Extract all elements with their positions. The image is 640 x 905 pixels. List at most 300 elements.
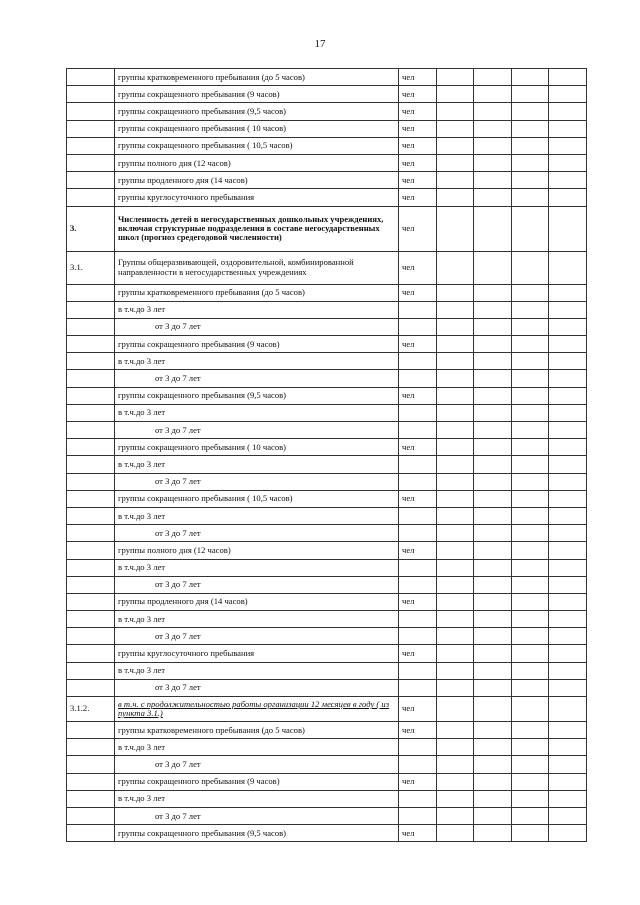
value-cell [512, 807, 549, 824]
table-row [67, 301, 587, 318]
row-unit [399, 404, 437, 421]
value-cell [474, 353, 512, 370]
value-cell [437, 387, 474, 404]
value-cell [549, 318, 587, 335]
row-number [67, 559, 115, 576]
table-row [67, 206, 587, 251]
row-unit: чел [399, 120, 437, 137]
value-cell [512, 86, 549, 103]
row-unit: чел [399, 206, 437, 251]
value-cell [512, 353, 549, 370]
row-label: от 3 до 7 лет [115, 370, 399, 387]
row-number [67, 645, 115, 662]
row-unit [399, 507, 437, 524]
value-cell [549, 422, 587, 439]
value-cell [474, 336, 512, 353]
value-cell [549, 353, 587, 370]
row-number [67, 301, 115, 318]
row-label: группы сокращенного пребывания (9 часов) [115, 336, 399, 353]
row-label: от 3 до 7 лет [115, 679, 399, 696]
value-cell [549, 825, 587, 842]
value-cell [437, 404, 474, 421]
row-number [67, 662, 115, 679]
row-number [67, 507, 115, 524]
value-cell [474, 439, 512, 456]
row-label: Численность детей в негосударственных дошкольных учреждениях, включая структурные подразделения в составе негосударственных школ (прогноз средегодовой численности) [115, 206, 399, 251]
value-cell [549, 336, 587, 353]
value-cell [437, 439, 474, 456]
value-cell [437, 679, 474, 696]
row-label [115, 611, 399, 628]
value-cell [512, 473, 549, 490]
value-cell [474, 773, 512, 790]
value-cell [512, 593, 549, 610]
row-number [67, 576, 115, 593]
value-cell [437, 507, 474, 524]
value-cell [474, 611, 512, 628]
row-label [115, 353, 399, 370]
value-cell [437, 336, 474, 353]
value-cell [549, 722, 587, 739]
row-unit [399, 756, 437, 773]
row-unit [399, 611, 437, 628]
row-sublabel: до 3 лет [135, 458, 166, 469]
value-cell [512, 722, 549, 739]
row-unit [399, 739, 437, 756]
value-cell [512, 697, 549, 722]
table-row [67, 807, 587, 824]
value-cell [437, 301, 474, 318]
value-cell [549, 154, 587, 171]
row-unit: чел [399, 490, 437, 507]
value-cell [437, 172, 474, 189]
row-number [67, 387, 115, 404]
row-label [115, 697, 399, 722]
value-cell [474, 507, 512, 524]
value-cell [549, 645, 587, 662]
row-label: группы кратковременного пребывания (до 5 часов) [115, 722, 399, 739]
row-unit [399, 628, 437, 645]
row-sublabel: до 3 лет [135, 793, 166, 804]
row-unit: чел [399, 593, 437, 610]
row-number [67, 825, 115, 842]
row-unit: чел [399, 284, 437, 301]
value-cell [437, 756, 474, 773]
row-label [115, 404, 399, 421]
value-cell [512, 69, 549, 86]
row-unit: чел [399, 825, 437, 842]
value-cell [512, 251, 549, 284]
table-row [67, 439, 587, 456]
table-row [67, 679, 587, 696]
row-prefix: в т.ч. [118, 458, 136, 469]
row-sublabel: до 3 лет [135, 665, 166, 676]
value-cell [549, 739, 587, 756]
row-number [67, 404, 115, 421]
row-number [67, 422, 115, 439]
value-cell [474, 679, 512, 696]
value-cell [474, 542, 512, 559]
row-unit: чел [399, 172, 437, 189]
value-cell [474, 154, 512, 171]
value-cell [474, 456, 512, 473]
table-row [67, 697, 587, 722]
value-cell [437, 697, 474, 722]
value-cell [512, 439, 549, 456]
row-label: группы сокращенного пребывания ( 10,5 часов) [115, 490, 399, 507]
row-label: группы круглосуточного пребывания [115, 645, 399, 662]
value-cell [437, 825, 474, 842]
value-cell [437, 456, 474, 473]
value-cell [549, 206, 587, 251]
row-prefix: в т.ч. [118, 793, 136, 804]
value-cell [549, 807, 587, 824]
row-sublabel: до 3 лет [135, 355, 166, 366]
italic-note: в т.ч. с продолжительностью работы организации 12 месяцев в году ( из пункта 3.1.) [118, 698, 390, 718]
value-cell [474, 473, 512, 490]
row-number [67, 542, 115, 559]
table-row [67, 628, 587, 645]
row-number [67, 154, 115, 171]
value-cell [512, 628, 549, 645]
row-label: Группы общеразвивающей, оздоровительной, комбинированной направленности в негосударственных учреждениях [115, 251, 399, 284]
table-row [67, 154, 587, 171]
row-number [67, 86, 115, 103]
row-number [67, 137, 115, 154]
value-cell [512, 284, 549, 301]
table-row [67, 722, 587, 739]
row-number [67, 525, 115, 542]
row-unit: чел [399, 154, 437, 171]
value-cell [549, 611, 587, 628]
value-cell [549, 679, 587, 696]
row-unit [399, 807, 437, 824]
row-unit: чел [399, 86, 437, 103]
value-cell [474, 525, 512, 542]
table-row [67, 137, 587, 154]
value-cell [437, 593, 474, 610]
row-number [67, 189, 115, 206]
row-unit: чел [399, 722, 437, 739]
value-cell [437, 103, 474, 120]
page-number: 17 [314, 38, 326, 50]
row-label: от 3 до 7 лет [115, 807, 399, 824]
value-cell [437, 422, 474, 439]
value-cell [512, 387, 549, 404]
value-cell [549, 439, 587, 456]
value-cell [437, 154, 474, 171]
row-unit [399, 679, 437, 696]
row-unit [399, 422, 437, 439]
row-number [67, 456, 115, 473]
row-label: от 3 до 7 лет [115, 628, 399, 645]
table-row [67, 525, 587, 542]
value-cell [437, 120, 474, 137]
value-cell [512, 189, 549, 206]
value-cell [437, 576, 474, 593]
row-sublabel: до 3 лет [135, 741, 166, 752]
table-row [67, 103, 587, 120]
row-unit [399, 456, 437, 473]
table-row [67, 404, 587, 421]
row-number [67, 353, 115, 370]
row-unit [399, 473, 437, 490]
table-row [67, 593, 587, 610]
row-label: от 3 до 7 лет [115, 525, 399, 542]
table-row [67, 456, 587, 473]
row-label: группы полного дня (12 часов) [115, 542, 399, 559]
value-cell [549, 542, 587, 559]
row-label: группы кратковременного пребывания (до 5 часов) [115, 284, 399, 301]
value-cell [437, 611, 474, 628]
row-unit: чел [399, 542, 437, 559]
value-cell [474, 172, 512, 189]
value-cell [512, 679, 549, 696]
value-cell [474, 422, 512, 439]
row-number [67, 336, 115, 353]
value-cell [474, 86, 512, 103]
row-label [115, 301, 399, 318]
value-cell [474, 790, 512, 807]
table-row [67, 120, 587, 137]
value-cell [474, 645, 512, 662]
row-number: 3. [67, 206, 115, 251]
value-cell [474, 404, 512, 421]
value-cell [437, 490, 474, 507]
value-cell [474, 593, 512, 610]
table-row [67, 189, 587, 206]
value-cell [549, 86, 587, 103]
row-unit [399, 576, 437, 593]
value-cell [549, 120, 587, 137]
table-row [67, 284, 587, 301]
value-cell [512, 525, 549, 542]
row-label: группы кратковременного пребывания (до 5 часов) [115, 69, 399, 86]
value-cell [437, 206, 474, 251]
value-cell [437, 284, 474, 301]
row-label: группы сокращенного пребывания (9 часов) [115, 773, 399, 790]
row-unit: чел [399, 251, 437, 284]
value-cell [437, 318, 474, 335]
row-number [67, 611, 115, 628]
value-cell [549, 559, 587, 576]
row-prefix: в т.ч. [118, 304, 136, 315]
row-number [67, 172, 115, 189]
row-unit: чел [399, 439, 437, 456]
table-row [67, 576, 587, 593]
value-cell [474, 387, 512, 404]
value-cell [474, 189, 512, 206]
value-cell [474, 559, 512, 576]
row-unit [399, 301, 437, 318]
row-unit: чел [399, 773, 437, 790]
value-cell [512, 739, 549, 756]
value-cell [512, 662, 549, 679]
value-cell [474, 576, 512, 593]
row-label: группы сокращенного пребывания ( 10,5 часов) [115, 137, 399, 154]
value-cell [474, 739, 512, 756]
row-number [67, 103, 115, 120]
table-row [67, 739, 587, 756]
value-cell [512, 456, 549, 473]
value-cell [437, 628, 474, 645]
value-cell [474, 318, 512, 335]
value-cell [512, 154, 549, 171]
value-cell [474, 251, 512, 284]
value-cell [549, 137, 587, 154]
row-sublabel: до 3 лет [135, 562, 166, 573]
row-unit: чел [399, 103, 437, 120]
value-cell [512, 542, 549, 559]
row-number [67, 722, 115, 739]
value-cell [549, 251, 587, 284]
value-cell [549, 103, 587, 120]
value-cell [512, 318, 549, 335]
table-body [67, 69, 587, 842]
table-row [67, 473, 587, 490]
value-cell [512, 825, 549, 842]
statistics-table [66, 68, 587, 842]
value-cell [512, 404, 549, 421]
row-sublabel: до 3 лет [135, 613, 166, 624]
table-row [67, 353, 587, 370]
row-prefix: в т.ч. [118, 562, 136, 573]
value-cell [474, 120, 512, 137]
row-number [67, 284, 115, 301]
value-cell [549, 662, 587, 679]
value-cell [474, 301, 512, 318]
value-cell [512, 137, 549, 154]
row-number [67, 490, 115, 507]
row-label: группы сокращенного пребывания ( 10 часов) [115, 439, 399, 456]
row-label [115, 662, 399, 679]
row-prefix: в т.ч. [118, 741, 136, 752]
row-label: группы сокращенного пребывания (9,5 часов) [115, 103, 399, 120]
table-row [67, 790, 587, 807]
row-label [115, 507, 399, 524]
row-number: 3.1. [67, 251, 115, 284]
row-label: от 3 до 7 лет [115, 473, 399, 490]
value-cell [437, 86, 474, 103]
table-row [67, 69, 587, 86]
value-cell [512, 611, 549, 628]
row-prefix: в т.ч. [118, 665, 136, 676]
row-unit [399, 662, 437, 679]
value-cell [549, 456, 587, 473]
value-cell [512, 172, 549, 189]
row-label: группы сокращенного пребывания (9,5 часов) [115, 825, 399, 842]
row-sublabel: до 3 лет [135, 510, 166, 521]
row-label: от 3 до 7 лет [115, 318, 399, 335]
row-number [67, 756, 115, 773]
value-cell [437, 662, 474, 679]
value-cell [437, 739, 474, 756]
row-unit: чел [399, 387, 437, 404]
table-row [67, 662, 587, 679]
row-label [115, 739, 399, 756]
value-cell [512, 370, 549, 387]
value-cell [474, 69, 512, 86]
row-label: группы продленного дня (14 часов) [115, 172, 399, 189]
row-unit [399, 559, 437, 576]
value-cell [437, 773, 474, 790]
table-row [67, 825, 587, 842]
row-number [67, 473, 115, 490]
value-cell [549, 507, 587, 524]
value-cell [512, 645, 549, 662]
value-cell [512, 559, 549, 576]
value-cell [549, 473, 587, 490]
row-number [67, 790, 115, 807]
row-label: группы сокращенного пребывания (9,5 часов) [115, 387, 399, 404]
value-cell [437, 645, 474, 662]
row-unit: чел [399, 69, 437, 86]
row-number [67, 773, 115, 790]
row-label [115, 790, 399, 807]
value-cell [437, 69, 474, 86]
table-row [67, 336, 587, 353]
value-cell [512, 120, 549, 137]
row-number [67, 679, 115, 696]
table-row [67, 611, 587, 628]
value-cell [474, 490, 512, 507]
value-cell [549, 628, 587, 645]
table-row [67, 422, 587, 439]
value-cell [474, 284, 512, 301]
value-cell [549, 790, 587, 807]
value-cell [437, 251, 474, 284]
value-cell [474, 697, 512, 722]
row-label: группы сокращенного пребывания (9 часов) [115, 86, 399, 103]
row-label [115, 559, 399, 576]
value-cell [437, 790, 474, 807]
row-unit [399, 318, 437, 335]
value-cell [512, 336, 549, 353]
row-unit: чел [399, 189, 437, 206]
table-row [67, 773, 587, 790]
table-row [67, 172, 587, 189]
row-label [115, 456, 399, 473]
value-cell [512, 773, 549, 790]
value-cell [437, 353, 474, 370]
row-number [67, 739, 115, 756]
row-label: от 3 до 7 лет [115, 422, 399, 439]
value-cell [549, 490, 587, 507]
value-cell [549, 697, 587, 722]
value-cell [437, 473, 474, 490]
row-number [67, 120, 115, 137]
table-row [67, 756, 587, 773]
value-cell [474, 807, 512, 824]
row-prefix: в т.ч. [118, 510, 136, 521]
row-label: от 3 до 7 лет [115, 576, 399, 593]
value-cell [474, 137, 512, 154]
value-cell [512, 103, 549, 120]
row-number [67, 439, 115, 456]
value-cell [549, 387, 587, 404]
row-unit [399, 370, 437, 387]
table-row [67, 370, 587, 387]
row-number [67, 370, 115, 387]
row-unit: чел [399, 697, 437, 722]
table-row [67, 490, 587, 507]
row-number [67, 807, 115, 824]
row-prefix: в т.ч. [118, 613, 136, 624]
value-cell [549, 593, 587, 610]
value-cell [474, 722, 512, 739]
value-cell [549, 284, 587, 301]
value-cell [512, 576, 549, 593]
